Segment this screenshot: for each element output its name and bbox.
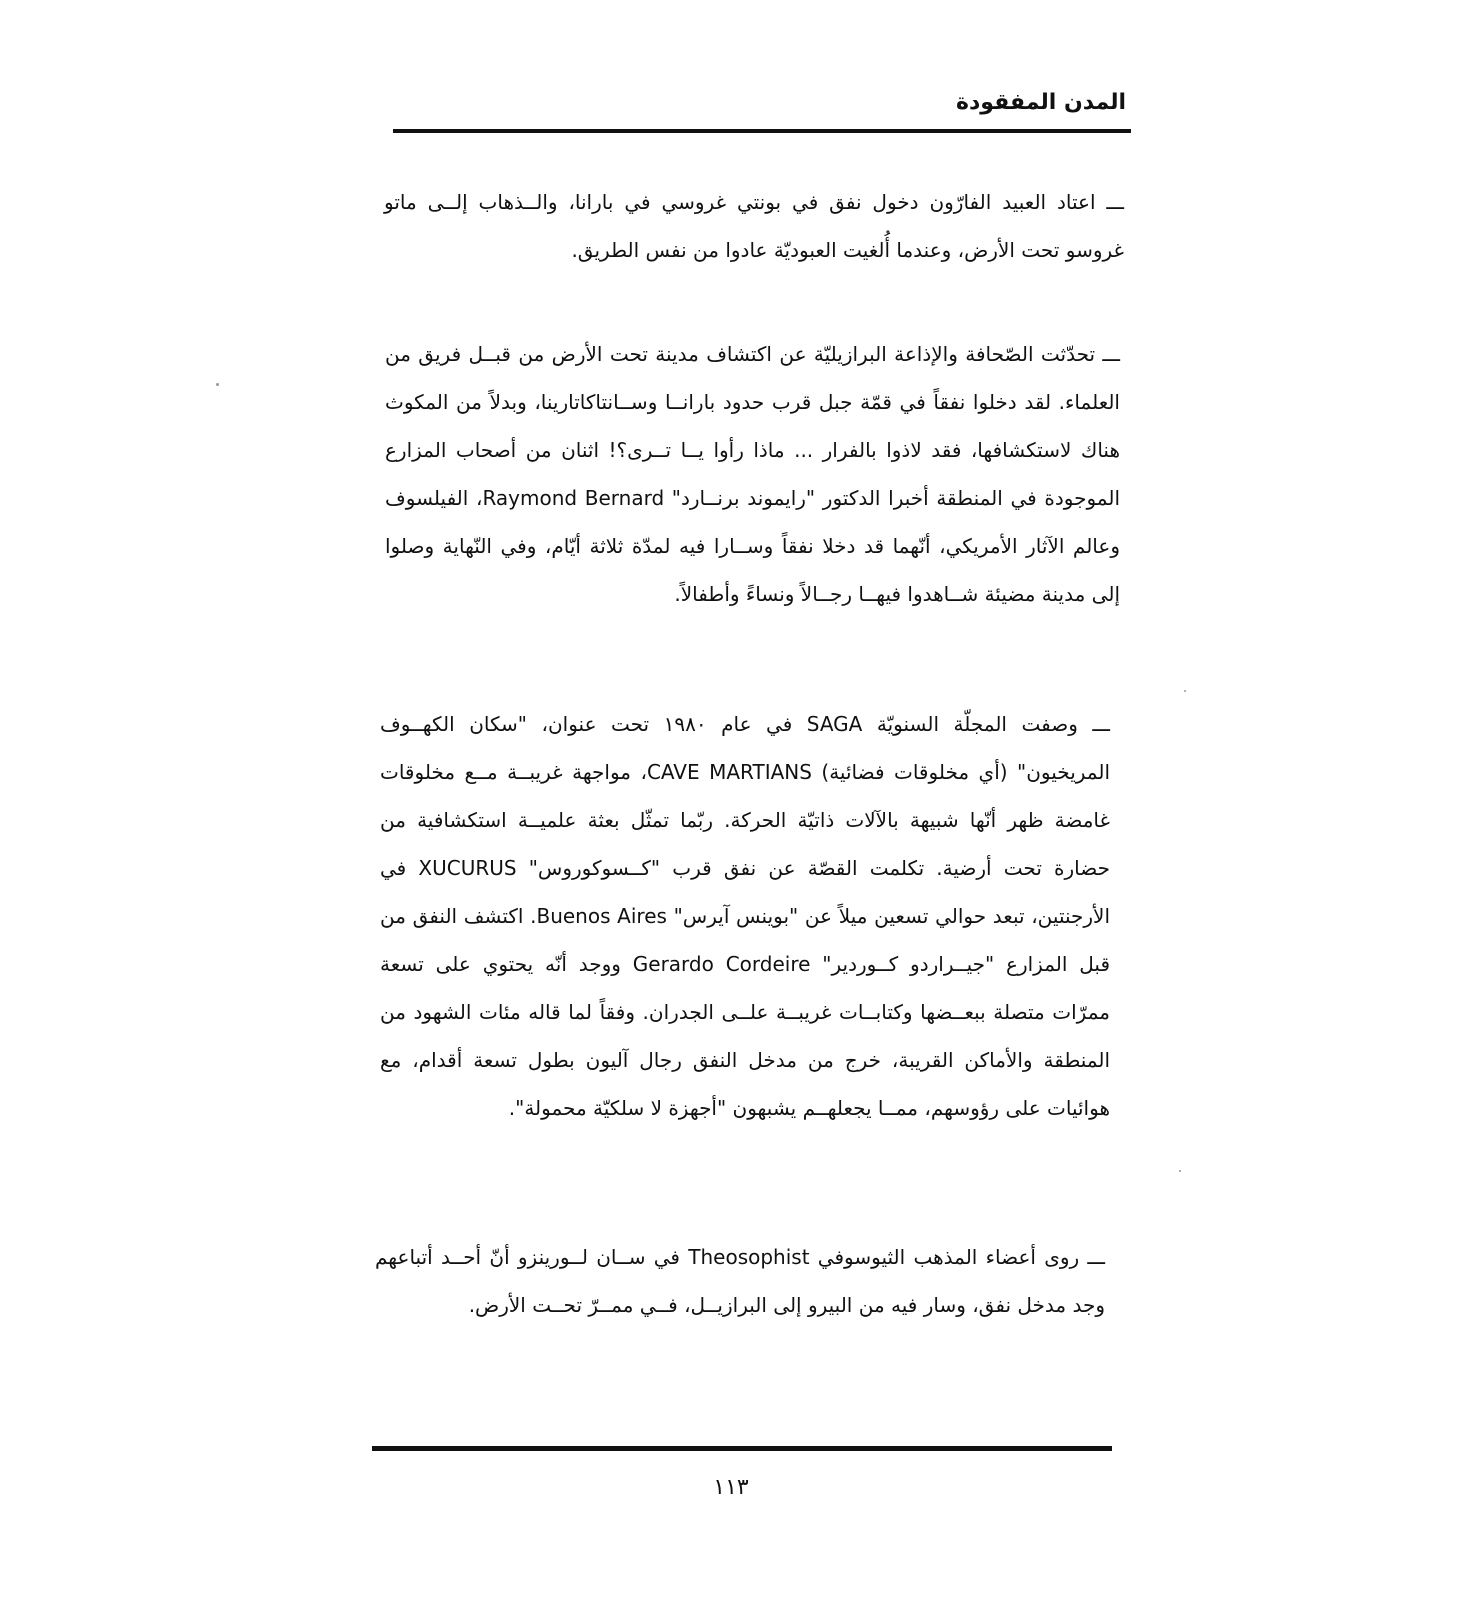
- paragraph-3: ـــ وصفت المجلّة السنويّة SAGA في عام ١٩٨٠ تحت عنوان، "سكان الكهــوف المريخيون" (أي مخلوقات فضائية) CAVE MARTIANS، مواجهة غريبــة مــع مخلوقات غامضة ظهر أنّها شبيهة بالآلات ذاتيّة الحركة. ربّما تمثّل بعثة علميــة استكشافية من حضارة تحت أرضية. تكلمت القصّة عن نفق قرب "كــسوكوروس" XUCURUS في الأرجنتين، تبعد حوالي تسعين ميلاً عن "بوينس آيرس" Buenos Aires. اكتشف النفق من قبل المزارع "جيــراردو كــوردير" Gerardo Cordeire ووجد أنّه يحتوي على تسعة ممرّات متصلة ببعــضها وكتابــات غريبــة علــى الجدران. وفقاً لما قاله مئات الشهود من المنطقة والأماكن القريبة، خرج من مدخل النفق رجال آليون بطول تسعة أقدام، مع هوائيات على رؤوسهم، ممــا يجعلهــم يشبهون "أجهزة لا سلكيّة محمولة".: [380, 712, 1111, 1120]
- paragraph-1: ـــ اعتاد العبيد الفارّون دخول نفق في بونتي غروسي في بارانا، والــذهاب إلــى ماتو غروسو تحت الأرض، وعندما أُلغيت العبوديّة عادوا من نفس الطريق.: [384, 190, 1124, 262]
- paragraph-2: ـــ تحدّثت الصّحافة والإذاعة البرازيليّة عن اكتشاف مدينة تحت الأرض من قبــل فريق من العلماء. لقد دخلوا نفقاً في قمّة جبل قرب حدود بارانــا وســانتاكاتارينا، وبدلاً من المكوث هناك لاستكشافها، فقد لاذوا بالفرار ... ماذا رأوا يــا تــرى؟! اثنان من أصحاب المزارع الموجودة في المنطقة أخبرا الدكتور "رايموند برنــارد" Raymond Bernard، الفيلسوف وعالم الآثار الأمريكي، أنّهما قد دخلا نفقاً وســارا فيه لمدّة ثلاثة أيّام، وفي النّهاية وصلوا إلى مدينة مضيئة شــاهدوا فيهــا رجــالاً ونساءً وأطفالاً.: [385, 342, 1120, 606]
- running-title: المدن المفقودة: [956, 90, 1126, 115]
- scan-speck: [1179, 1170, 1181, 1172]
- page-number: ١١٣: [713, 1475, 749, 1500]
- footer-rule: [372, 1446, 1112, 1451]
- paragraph-4: ـــ روى أعضاء المذهب الثيوسوفي Theosophist في ســان لــورينزو أنّ أحــد أتباعهم وجد مدخل نفق، وسار فيه من البيرو إلى البرازيــل، فــي ممــرّ تحــت الأرض.: [375, 1245, 1106, 1317]
- header-rule: [393, 129, 1131, 133]
- scan-speck: [1184, 690, 1186, 692]
- scan-speck: [216, 383, 219, 386]
